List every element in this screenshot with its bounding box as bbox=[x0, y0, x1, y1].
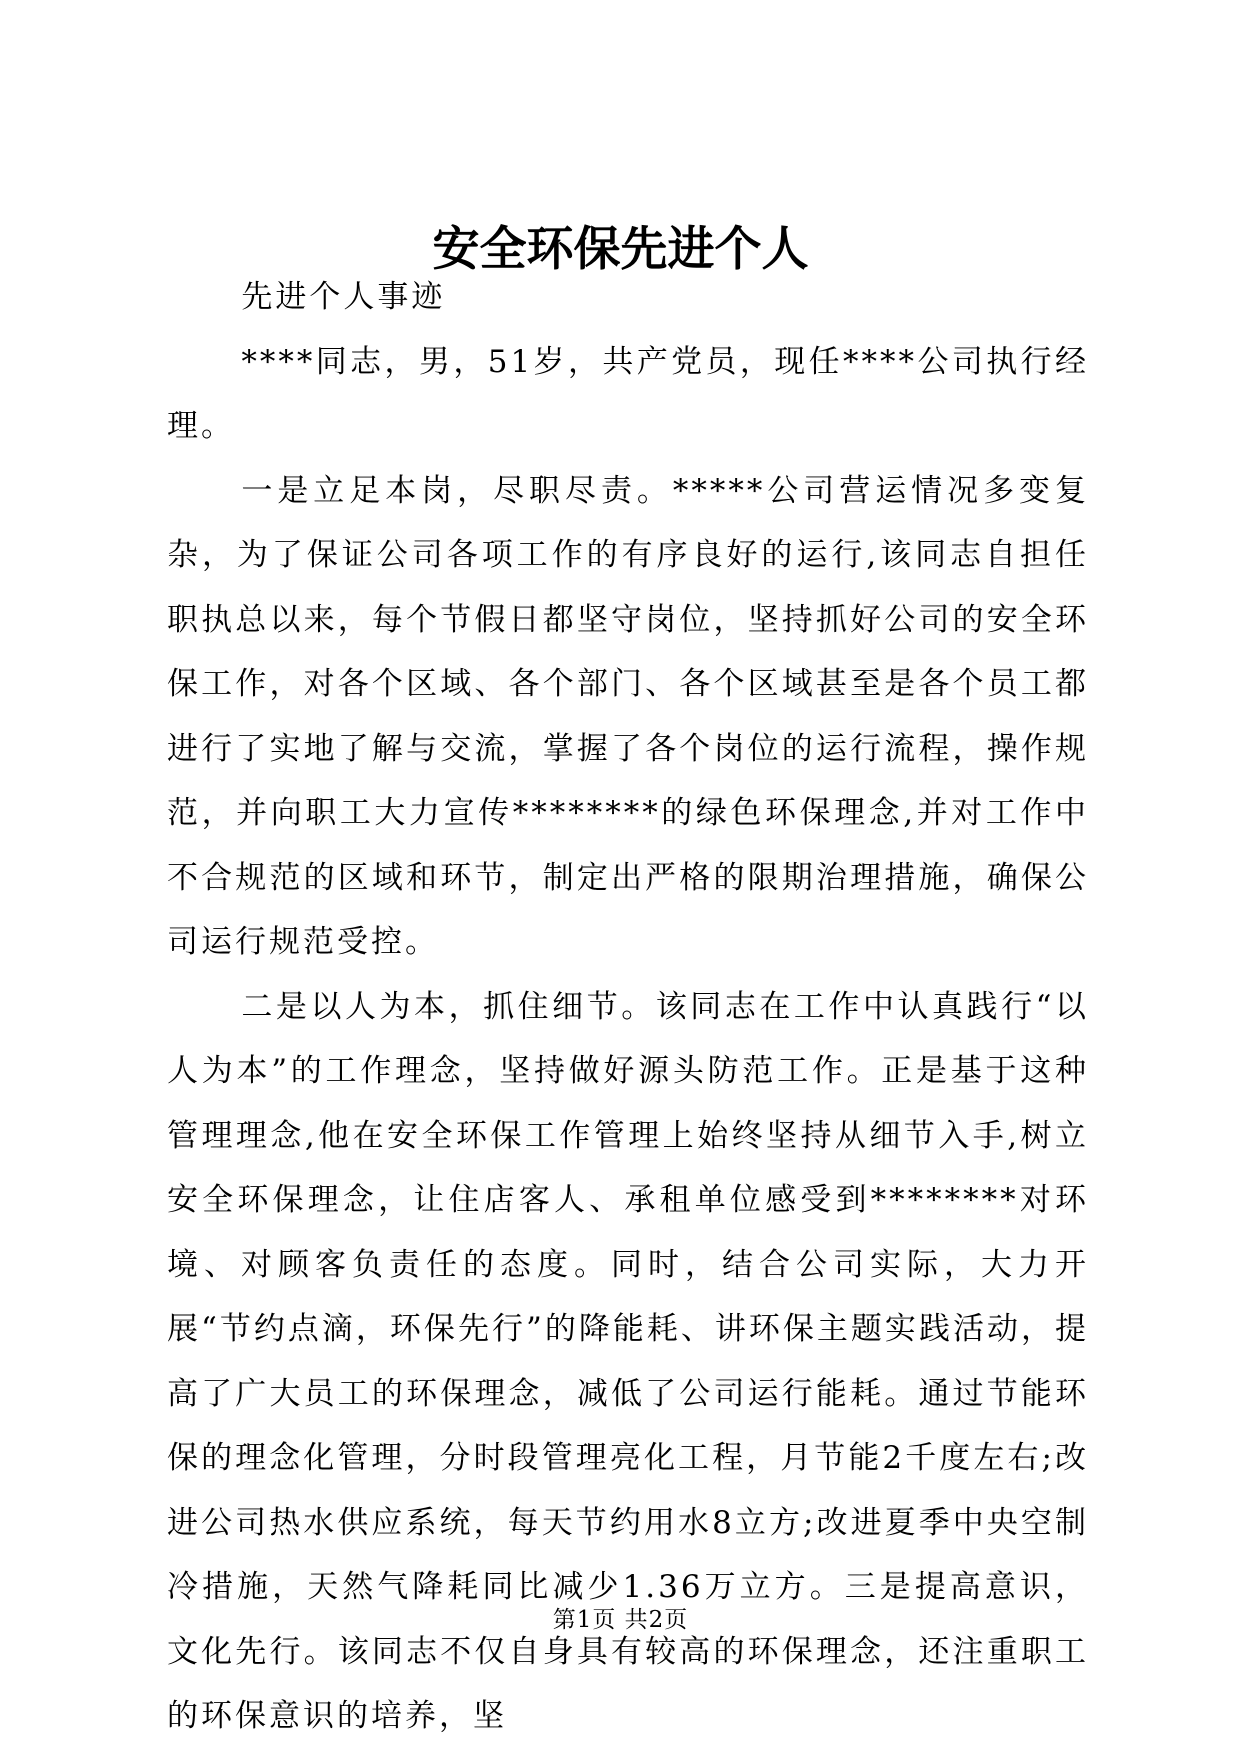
document-title: 安全环保先进个人 bbox=[432, 222, 809, 277]
paragraph-profile: ****同志，男，51岁，共产党员，现任****公司执行经理。 bbox=[167, 343, 1089, 444]
document-body bbox=[167, 265, 1089, 1749]
paragraph-subtitle: 先进个人事迹 bbox=[241, 279, 446, 315]
page-number-footer: 第1页 共2页 bbox=[552, 1607, 689, 1633]
paragraph-point-one: 一是立足本岗，尽职尽责。*****公司营运情况多变复杂，为了保证公司各项工作的有序良好的运行,该同志自担任职执总以来，每个节假日都坚守岗位，坚持抓好公司的安全环保工作，对各个区域、各个部门、各个区域甚至是各个员工都进行了实地了解与交流，掌握了各个岗位的运行流程，操作规范，并向职工大力宣传********的绿色环保理念,并对工作中不合规范的区域和环节，制定出严格的限期治理措施，确保公司运行规范受控。 bbox=[167, 472, 1089, 960]
paragraph-point-two: 二是以人为本，抓住细节。该同志在工作中认真践行“以人为本”的工作理念，坚持做好源头防范工作。正是基于这种管理理念,他在安全环保工作管理上始终坚持从细节入手,树立安全环保理念，让住店客人、承租单位感受到********对环境、对顾客负责任的态度。同时，结合公司实际，大力开展“节约点滴，环保先行”的降能耗、讲环保主题实践活动，提高了广大员工的环保理念，减低了公司运行能耗。通过节能环保的理念化管理，分时段管理亮化工程，月节能2千度左右;改进公司热水供应系统，每天节约用水8立方;改进夏季中央空制冷措施，天然气降耗同比减少1.36万立方。三是提高意识，文化先行。该同志不仅自身具有较高的环保理念，还注重职工的环保意识的培养，坚 bbox=[167, 988, 1089, 1734]
